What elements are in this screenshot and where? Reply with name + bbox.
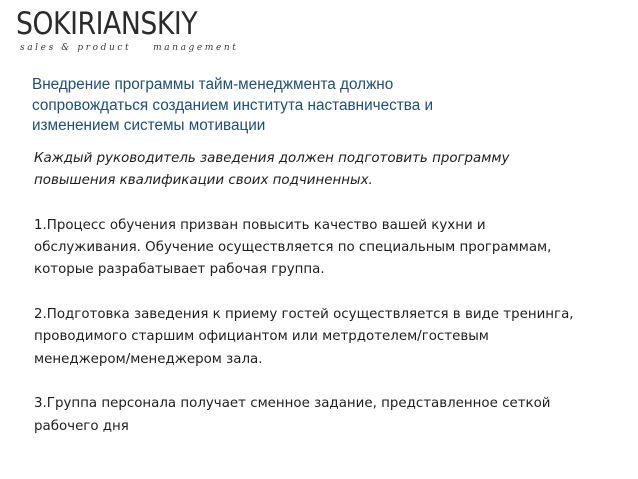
point-1: 1.Процесс обучения призван повысить качество вашей кухни и обслуживания. Обучение осуществляется по специальным программам, которые разрабатывает рабочая группа. bbox=[34, 217, 552, 278]
slide-body bbox=[34, 148, 624, 438]
company-logo bbox=[16, 6, 239, 56]
logo-tagline: sales & product management bbox=[20, 43, 239, 53]
slide-title: Внедрение программы тайм-менеджмента должно сопровождаться созданием института наставничества и изменением системы мотивации bbox=[32, 76, 433, 134]
point-3: 3.Группа персонала получает сменное задание, представленное сеткой рабочего дня bbox=[34, 396, 551, 434]
intro-paragraph: Каждый руководитель заведения должен подготовить программу повышения квалификации своих подчиненных. bbox=[34, 151, 510, 189]
logo-name: SOKIRIANSKIY bbox=[16, 6, 198, 42]
point-2: 2.Подготовка заведения к приему гостей осуществляется в виде тренинга, проводимого старшим официантом или метрдотелем/гостевым менеджером/менеджером зала. bbox=[34, 307, 574, 367]
